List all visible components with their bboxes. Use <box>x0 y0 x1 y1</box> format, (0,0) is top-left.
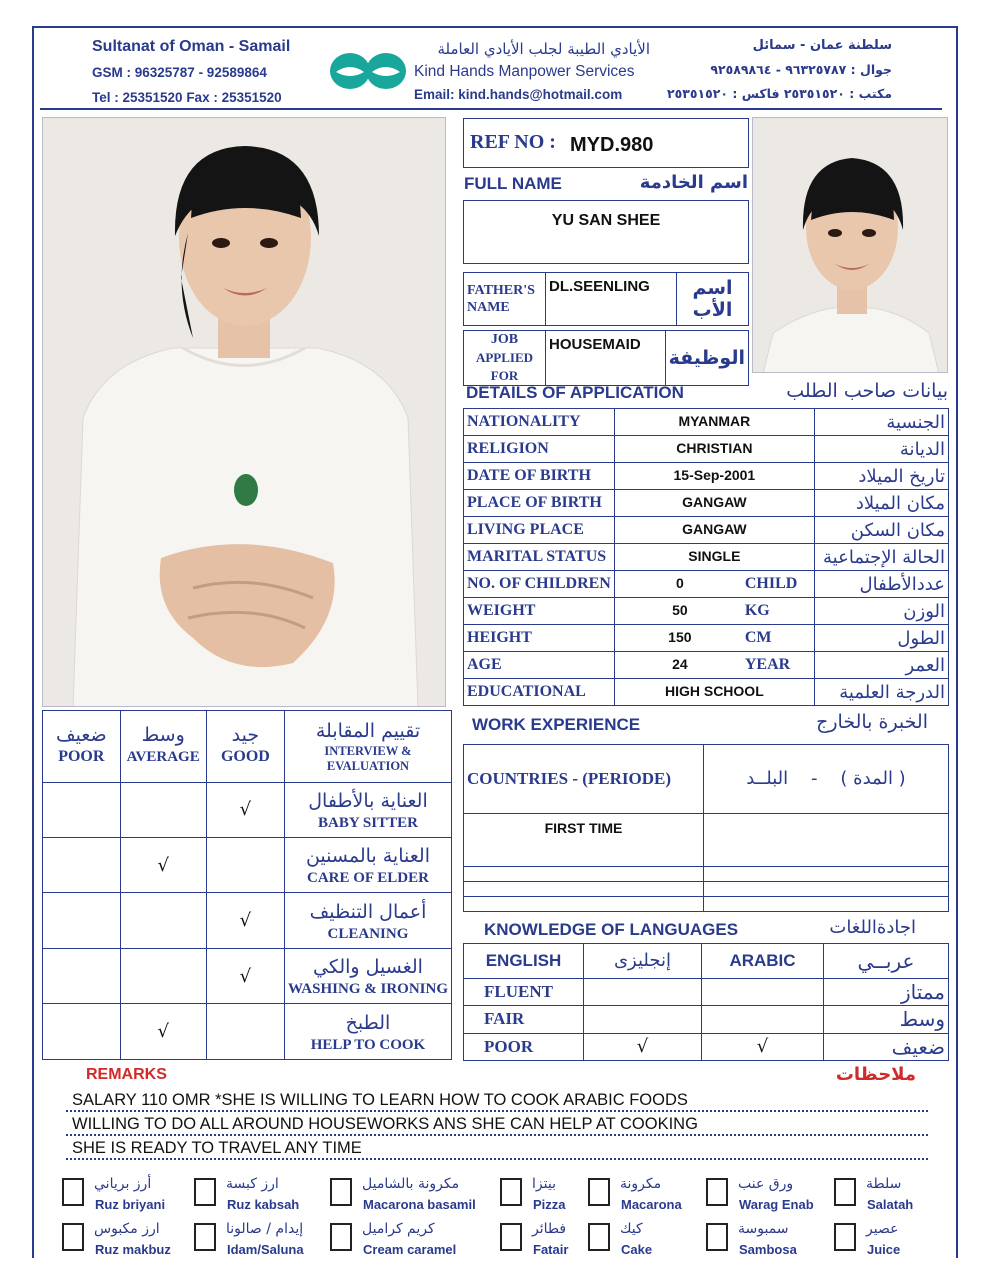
english-header: ENGLISH <box>485 950 562 970</box>
details-value: GANGAW <box>682 494 747 510</box>
language-level: FLUENT <box>484 982 553 1002</box>
food-label: Sambosa <box>739 1242 797 1257</box>
evaluation-header: INTERVIEW & EVALUATION <box>324 744 412 774</box>
details-unit: KG <box>744 602 770 619</box>
details-label-ar: الطول <box>897 627 945 649</box>
header-divider <box>40 108 942 110</box>
details-label: MARITAL STATUS <box>467 548 607 565</box>
language-row <box>464 978 949 1005</box>
details-unit: CHILD <box>744 575 798 592</box>
average-header-ar: وسط <box>141 724 185 747</box>
details-value: HIGH SCHOOL <box>664 683 764 699</box>
food-checkbox[interactable] <box>62 1178 84 1206</box>
portrait-photo <box>752 117 948 373</box>
job-label-2: APPLIED FOR <box>475 350 534 383</box>
work-title-ar: الخبرة بالخارج <box>816 711 928 733</box>
skill-average-cell <box>120 782 206 837</box>
skill-average-cell: √ <box>120 1004 206 1060</box>
food-label-ar: إيدام / صالونا <box>226 1221 304 1237</box>
food-checkbox[interactable] <box>834 1223 856 1251</box>
remark-divider-2 <box>66 1134 928 1136</box>
work-row <box>464 813 949 867</box>
tel-fax: Tel : 25351520 Fax : 25351520 <box>92 90 282 105</box>
english-level-cell <box>584 978 702 1005</box>
skill-row <box>43 782 452 837</box>
languages-table <box>463 943 949 1061</box>
skill-row <box>43 948 452 1003</box>
full-name-value: YU SAN SHEE <box>551 212 661 229</box>
details-label: LIVING PLACE <box>467 521 584 538</box>
work-col-countries: COUNTRIES - (PERIODE) <box>467 768 672 788</box>
skill-label: CLEANING <box>327 925 409 942</box>
details-label-ar: الدرجة العلمية <box>839 681 945 703</box>
details-title: DETAILS OF APPLICATION <box>466 383 684 402</box>
good-header: GOOD <box>220 748 270 766</box>
remark-divider-1 <box>66 1110 928 1112</box>
mobile-ar: جوال : ٩٦٣٢٥٧٨٧ - ٩٢٥٨٩٨٦٤ <box>710 62 892 77</box>
full-body-photo <box>42 117 446 707</box>
details-label: EDUCATIONAL <box>467 683 586 700</box>
details-title-ar: بيانات صاحب الطلب <box>786 380 948 402</box>
skill-row <box>43 893 452 948</box>
work-period <box>704 867 949 882</box>
skill-label: BABY SITTER <box>318 814 418 831</box>
ref-label: REF NO : <box>470 131 556 153</box>
food-label-ar: فطائر <box>532 1221 567 1237</box>
food-label-ar: ارز مكبوس <box>94 1221 160 1237</box>
skill-label-ar: العناية بالأطفال <box>308 789 428 812</box>
skill-poor-cell <box>43 948 121 1003</box>
skills-table <box>42 710 452 1060</box>
language-level: POOR <box>484 1036 534 1056</box>
details-value: 0 <box>675 575 684 591</box>
details-value: 150 <box>668 629 692 645</box>
food-checkbox[interactable] <box>706 1178 728 1206</box>
details-label-ar: الجنسية <box>886 411 945 433</box>
details-value: SINGLE <box>688 548 741 564</box>
details-row <box>464 652 949 679</box>
office-ar: مكتب : ٢٥٣٥١٥٢٠ فاكس : ٢٥٣٥١٥٢٠ <box>666 86 892 101</box>
work-table <box>463 744 949 912</box>
father-label-1: FATHER'S <box>467 283 535 298</box>
english-header-ar: إنجليزى <box>613 950 672 972</box>
details-label: PLACE OF BIRTH <box>467 494 602 511</box>
father-label-2: NAME <box>467 300 510 315</box>
job-label-1: JOB <box>490 332 519 347</box>
food-label: Ruz makbuz <box>95 1242 171 1257</box>
food-label: Pizza <box>533 1197 566 1212</box>
skill-poor-cell <box>43 838 121 893</box>
food-label: Cream caramel <box>363 1242 457 1257</box>
remark-line-1: SALARY 110 OMR *SHE IS WILLING TO LEARN HOW TO COOK ARABIC FOODS <box>72 1091 688 1109</box>
remark-divider-3 <box>66 1158 928 1160</box>
job-label-ar: الوظيفة <box>668 347 745 369</box>
skill-poor-cell <box>43 893 121 948</box>
details-row <box>464 490 949 517</box>
skill-good-cell: √ <box>206 782 284 837</box>
english-level-cell <box>584 1006 702 1033</box>
details-label: NO. OF CHILDREN <box>467 575 611 592</box>
gsm-numbers: GSM : 96325787 - 92589864 <box>92 65 267 80</box>
father-label-ar: اسم الأب <box>692 277 733 321</box>
skill-label: HELP TO COOK <box>310 1036 426 1053</box>
food-label-ar: سمبوسة <box>738 1221 789 1237</box>
remark-line-2: WILLING TO DO ALL AROUND HOUSEWORKS ANS SHE CAN HELP AT COOKING <box>72 1115 698 1133</box>
english-level-cell: √ <box>584 1033 702 1060</box>
details-row <box>464 517 949 544</box>
full-name-label: FULL NAME <box>464 174 562 193</box>
father-table <box>463 272 749 326</box>
company-name-en: Kind Hands Manpower Services <box>414 63 635 80</box>
skill-label-ar: الطبخ <box>345 1011 391 1034</box>
details-value: CHRISTIAN <box>676 440 753 456</box>
details-value: MYANMAR <box>678 413 751 429</box>
details-unit: YEAR <box>744 656 791 673</box>
skill-label-ar: أعمال التنظيف <box>309 900 427 923</box>
details-label: WEIGHT <box>467 602 536 619</box>
food-label-ar: كريم كراميل <box>362 1221 435 1237</box>
full-name-label-ar: اسم الخادمة <box>639 172 748 193</box>
kind-hands-logo-icon <box>328 50 408 92</box>
job-value: HOUSEMAID <box>549 336 641 353</box>
food-label: Macarona <box>621 1197 682 1212</box>
remarks-label-ar: ملاحظات <box>835 1064 916 1085</box>
food-checkbox[interactable] <box>500 1178 522 1206</box>
food-label-ar: سلطة <box>866 1176 902 1192</box>
skill-label-ar: الغسيل والكي <box>313 956 423 979</box>
skill-good-cell <box>206 1004 284 1060</box>
details-label: RELIGION <box>467 440 549 457</box>
food-checkbox[interactable] <box>834 1178 856 1206</box>
details-row <box>464 625 949 652</box>
ref-box <box>463 118 749 168</box>
details-table <box>463 408 949 706</box>
arabic-level-cell <box>702 1006 824 1033</box>
company-email: Email: kind.hands@hotmail.com <box>414 87 623 102</box>
details-value: 24 <box>672 656 688 672</box>
details-value: GANGAW <box>682 521 747 537</box>
arabic-level-cell <box>702 978 824 1005</box>
details-unit: CM <box>744 629 772 646</box>
details-label: HEIGHT <box>467 629 532 646</box>
food-label-ar: ارز كبسة <box>226 1176 279 1192</box>
skill-poor-cell <box>43 782 121 837</box>
right-title-ar: سلطنة عمان - سمائل <box>752 38 892 53</box>
food-label-ar: مكرونة بالشاميل <box>362 1176 460 1192</box>
language-row <box>464 1006 949 1033</box>
food-label: Warag Enab <box>739 1197 814 1212</box>
father-value: DL.SEENLING <box>549 278 650 295</box>
details-label-ar: عددالأطفال <box>859 573 945 595</box>
food-label: Macarona basamil <box>363 1197 476 1212</box>
food-checkbox[interactable] <box>330 1178 352 1206</box>
skill-row <box>43 838 452 893</box>
work-period <box>704 813 949 867</box>
arabic-header-ar: عربــي <box>857 948 915 973</box>
work-col-period-ar: ( المدة ) - البلــد <box>746 768 906 790</box>
languages-title-ar: اجادةاللغات <box>829 917 916 938</box>
food-checkbox[interactable] <box>706 1223 728 1251</box>
food-label-ar: عصير <box>866 1221 899 1237</box>
good-header-ar: جيد <box>231 724 260 747</box>
work-period <box>704 897 949 912</box>
skill-average-cell: √ <box>120 838 206 893</box>
details-row <box>464 436 949 463</box>
job-table <box>463 330 749 386</box>
language-row <box>464 1033 949 1060</box>
food-label-ar: كيك <box>620 1221 643 1237</box>
food-checkbox[interactable] <box>588 1178 610 1206</box>
work-period <box>704 882 949 897</box>
food-checkbox[interactable] <box>500 1223 522 1251</box>
language-level-ar: ممتاز <box>900 980 945 1005</box>
details-row <box>464 679 949 706</box>
poor-header: POOR <box>58 748 105 766</box>
details-label: AGE <box>467 656 502 673</box>
details-row <box>464 571 949 598</box>
company-name-ar: الأيادي الطيبة لجلب الأيادي العاملة <box>437 40 650 58</box>
skill-poor-cell <box>43 1004 121 1060</box>
details-label-ar: الوزن <box>903 600 945 622</box>
skill-good-cell: √ <box>206 893 284 948</box>
food-label: Salatah <box>867 1197 914 1212</box>
company-location: Sultanat of Oman - Samail <box>92 38 291 55</box>
food-label-ar: مكرونة <box>620 1176 662 1192</box>
details-row <box>464 544 949 571</box>
ref-value: MYD.980 <box>570 134 654 156</box>
poor-header-ar: ضعيف <box>55 724 107 747</box>
work-row <box>464 897 949 912</box>
remarks-label: REMARKS <box>86 1066 167 1083</box>
details-row <box>464 463 949 490</box>
work-title: WORK EXPERIENCE <box>472 715 641 734</box>
details-label: NATIONALITY <box>467 413 581 430</box>
languages-title: KNOWLEDGE OF LANGUAGES <box>484 920 739 939</box>
food-label-ar: بيتزا <box>532 1176 556 1192</box>
food-checkbox[interactable] <box>62 1223 84 1251</box>
food-label-ar: أرز برياني <box>94 1176 152 1192</box>
work-row <box>464 882 949 897</box>
details-label-ar: العمر <box>905 654 945 676</box>
arabic-level-cell: √ <box>702 1033 824 1060</box>
details-label-ar: الحالة الإجتماعية <box>823 546 945 568</box>
details-row <box>464 409 949 436</box>
details-value: 50 <box>672 602 688 618</box>
skill-label: WASHING & IRONING <box>287 981 448 998</box>
details-label-ar: تاريخ الميلاد <box>858 465 945 487</box>
food-label: Ruz briyani <box>95 1197 166 1212</box>
average-header: AVERAGE <box>126 749 200 766</box>
evaluation-header-ar: تقييم المقابلة <box>315 720 421 743</box>
skill-good-cell <box>206 838 284 893</box>
remark-line-3: SHE IS READY TO TRAVEL ANY TIME <box>72 1139 362 1157</box>
food-label: Ruz kabsah <box>227 1197 300 1212</box>
skill-average-cell <box>120 893 206 948</box>
food-checkbox[interactable] <box>588 1223 610 1251</box>
details-label-ar: الديانة <box>899 438 945 460</box>
food-label: Juice <box>867 1242 901 1257</box>
food-checkbox[interactable] <box>194 1223 216 1251</box>
language-level-ar: ضعيف <box>891 1034 945 1059</box>
food-label-ar: ورق عنب <box>738 1176 794 1192</box>
food-checkbox[interactable] <box>330 1223 352 1251</box>
full-name-box <box>463 200 749 264</box>
work-row <box>464 867 949 882</box>
language-level: FAIR <box>484 1009 525 1029</box>
food-label: Idam/Saluna <box>227 1242 304 1257</box>
skill-average-cell <box>120 948 206 1003</box>
details-label: DATE OF BIRTH <box>467 467 591 484</box>
food-label: Cake <box>621 1242 653 1257</box>
food-checkbox[interactable] <box>194 1178 216 1206</box>
skill-good-cell: √ <box>206 948 284 1003</box>
details-value: 15-Sep-2001 <box>673 467 756 483</box>
skill-row <box>43 1004 452 1060</box>
language-level-ar: وسط <box>899 1007 945 1032</box>
food-label: Fatair <box>533 1242 569 1257</box>
arabic-header: ARABIC <box>729 950 796 970</box>
details-row <box>464 598 949 625</box>
skill-label: CARE OF ELDER <box>307 870 429 887</box>
details-label-ar: مكان الميلاد <box>855 492 945 514</box>
work-country: FIRST TIME <box>544 819 623 836</box>
skill-label-ar: العناية بالمسنين <box>305 845 430 868</box>
details-label-ar: مكان السكن <box>850 519 945 541</box>
